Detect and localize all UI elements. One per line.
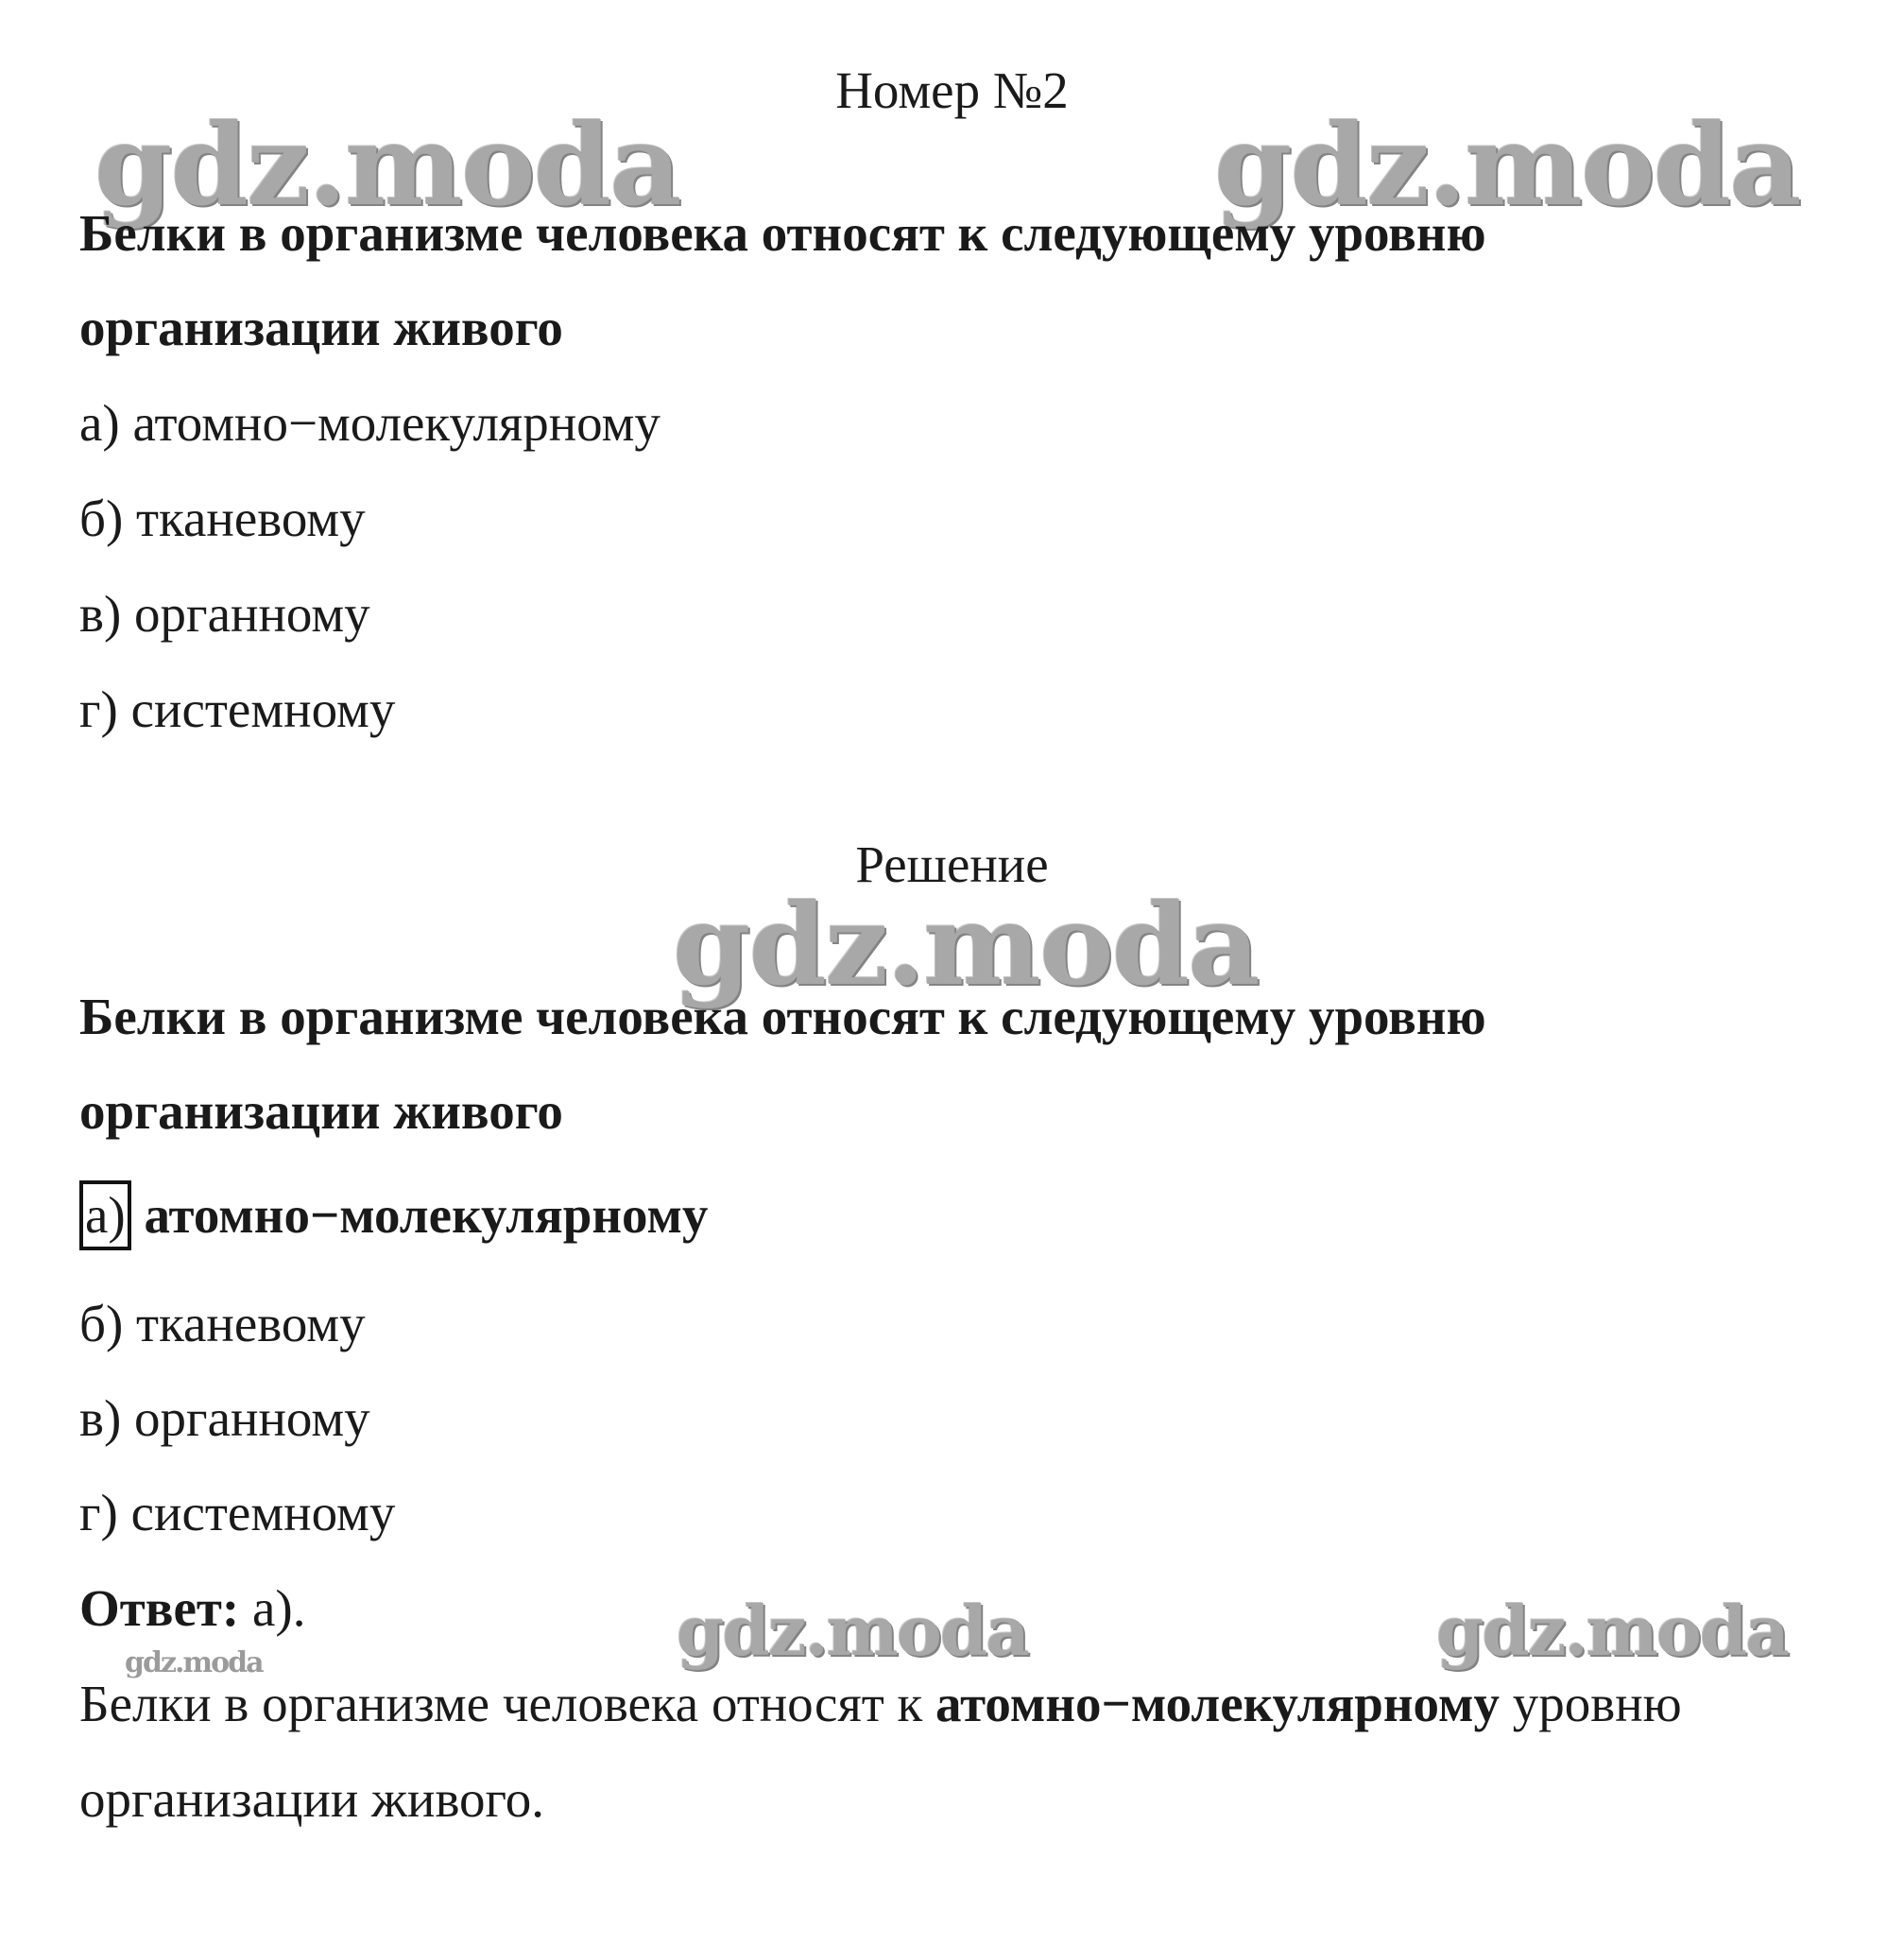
solution-option-d: г) системному: [79, 1484, 396, 1541]
option-d: г) системному: [79, 680, 396, 738]
solution-question-line-2: организации живого: [79, 1082, 563, 1140]
selected-marker-box: а): [79, 1180, 131, 1250]
explanation-part-1: Белки в организме человека относят к: [79, 1675, 923, 1732]
solution-option-b: б) тканевому: [79, 1295, 366, 1352]
page-title: Номер №2: [835, 61, 1069, 119]
watermark: gdz.moda: [94, 99, 680, 231]
answer-value: а).: [252, 1579, 306, 1637]
watermark: gdz.moda: [125, 1646, 263, 1679]
option-c: в) органному: [79, 585, 370, 643]
watermark: gdz.moda: [1436, 1591, 1788, 1671]
explanation-line-1: [79, 1673, 1682, 1735]
solution-option-c: в) органному: [79, 1389, 370, 1447]
answer-label: Ответ:: [79, 1579, 240, 1637]
option-b: б) тканевому: [79, 490, 366, 547]
watermark: gdz.moda: [677, 1591, 1028, 1671]
question-line-1: Белки в организме человека относят к следующему уровню: [79, 204, 1486, 262]
explanation-bold: атомно−молекулярному: [935, 1675, 1500, 1732]
watermark: gdz.moda: [673, 879, 1259, 1010]
question-line-2: организации живого: [79, 299, 563, 356]
answer-line: [79, 1577, 305, 1640]
option-a: а) атомно−молекулярному: [79, 394, 660, 452]
selected-option-text: атомно−молекулярному: [144, 1186, 709, 1244]
solution-heading: Решение: [855, 835, 1049, 893]
watermark: gdz.moda: [1214, 99, 1800, 231]
solution-question-line-1: Белки в организме человека относят к следующему уровню: [79, 988, 1486, 1045]
solution-selected-option: [79, 1180, 708, 1250]
explanation-part-2: уровню: [1512, 1675, 1682, 1732]
explanation-line-2: организации живого.: [79, 1770, 544, 1828]
